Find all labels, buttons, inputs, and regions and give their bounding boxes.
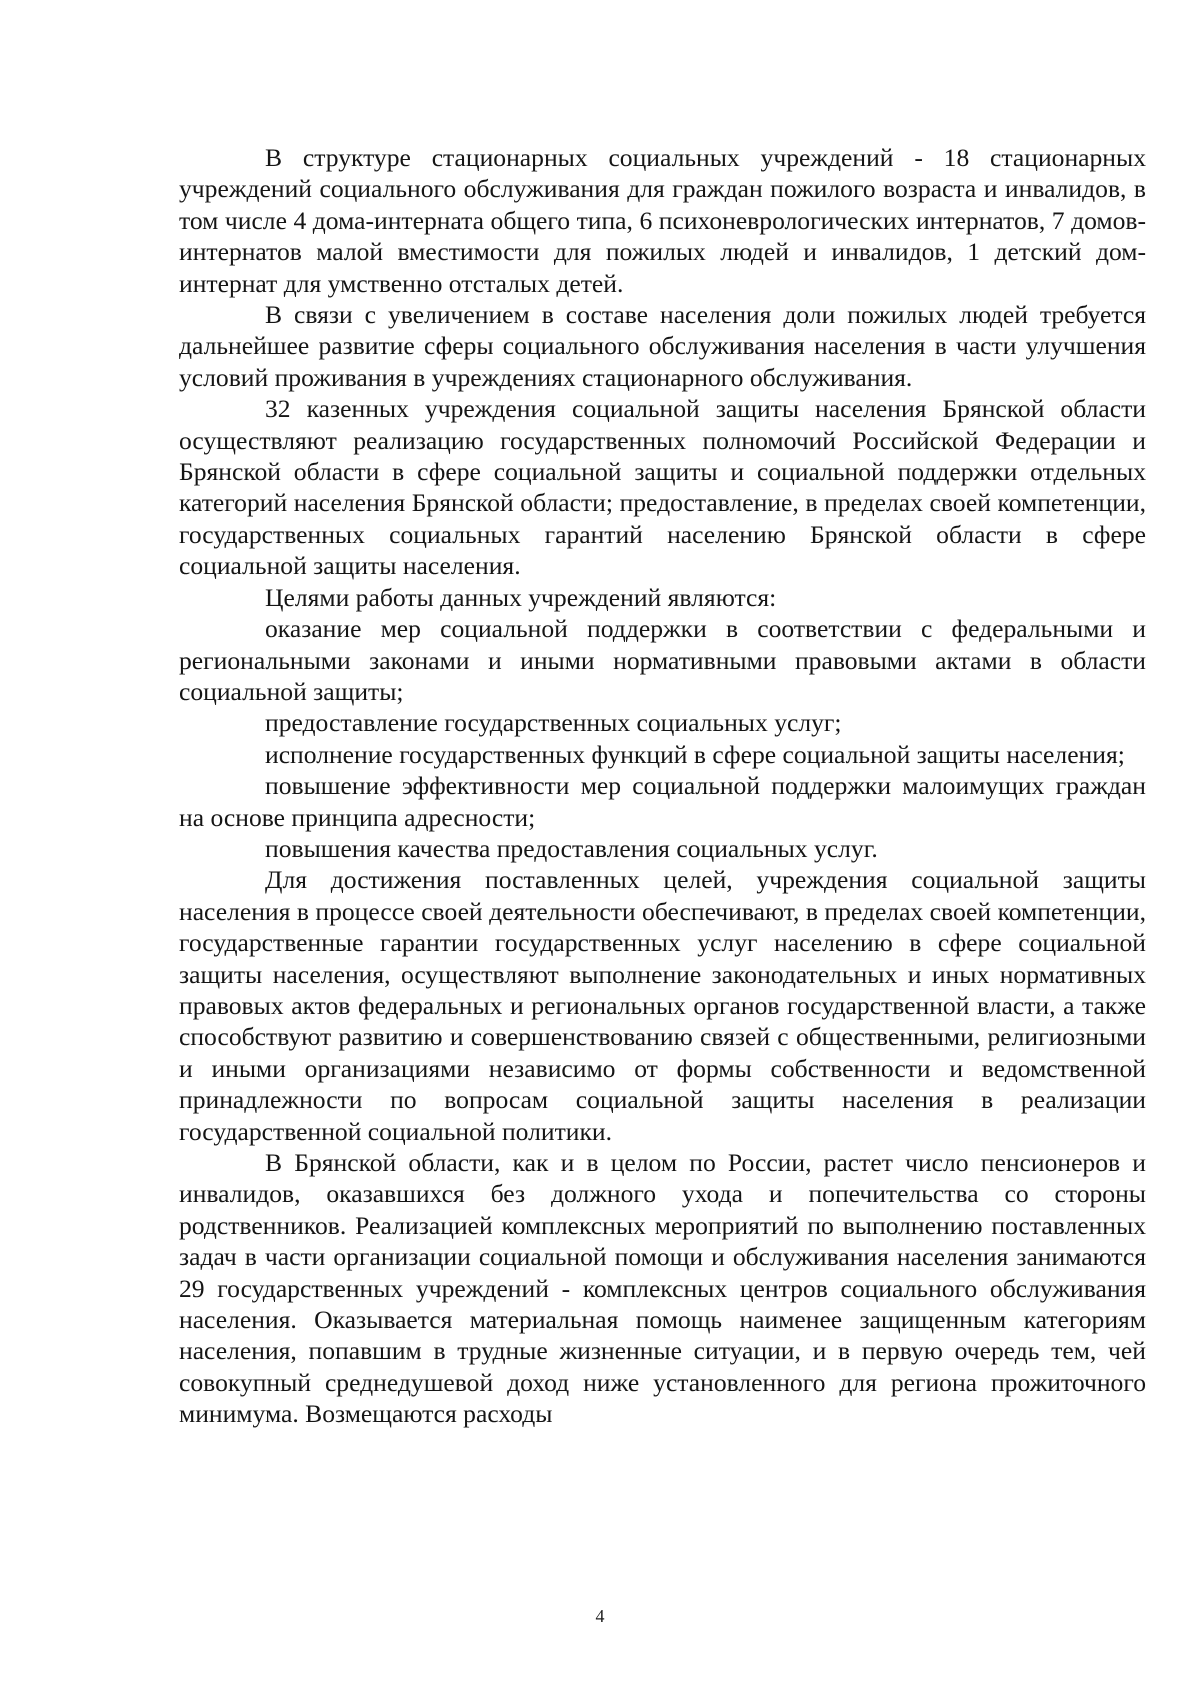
paragraph-goal-quality: повышения качества предоставления социальных услуг. [265,833,878,863]
paragraph-inpatient-institutions: В структуре стационарных социальных учреждений - 18 стационарных учреждений социального обслуживания для граждан пожилого возраста и инвалидов, в том числе 4 дома-интерната общего типа, 6 психоневрологических интернатов, 7 домов-интернатов малой вместимости для пожилых людей и инвалидов, 1 детский дом-интернат для умственно отсталых детей. [179,143,1146,298]
paragraph-goals-intro: Целями работы данных учреждений являются: [265,582,777,612]
paragraph-state-institutions: 32 казенных учреждения социальной защиты населения Брянской области осуществляют реализацию государственных полномочий Российской Федерации и Брянской области в сфере социальной защиты и социальной поддержки отдельных категорий населения Брянской области; предоставление, в пределах своей компетенции, государственных социальных гарантий населению Брянской области в сфере социальной защиты населения. [179,394,1146,581]
paragraph-goal-efficiency: повышение эффективности мер социальной поддержки малоимущих граждан на основе принципа адресности; [179,771,1146,832]
paragraph-bryansk-region: В Брянской области, как и в целом по России, растет число пенсионеров и инвалидов, оказавшихся без должного ухода и попечительства со стороны родственников. Реализацией комплексных мероприятий по выполнению поставленных задач в части организации социальной помощи и обслуживания населения занимаются 29 государственных учреждений - комплексных центров социального обслуживания населения. Оказывается материальная помощь наименее защищенным категориям населения, попавшим в трудные жизненные ситуации, и в первую очередь тем, чей совокупный среднедушевой доход ниже установленного для региона прожиточного минимума. Возмещаются расходы [179,1148,1146,1429]
paragraph-goal-support-measures: оказание мер социальной поддержки в соответствии с федеральными и региональными законами и иными нормативными правовыми актами в области социальной защиты; [179,614,1146,706]
paragraph-goal-state-services: предоставление государственных социальных услуг; [265,708,842,738]
body-text [179,142,1146,1430]
paragraph-achieving-goals: Для достижения поставленных целей, учреждения социальной защиты населения в процессе своей деятельности обеспечивают, в пределах своей компетенции, государственные гарантии государственных услуг населению в сфере социальной защиты населения, осуществляют выполнение законодательных и иных нормативных правовых актов федеральных и региональных органов государственной власти, а также способствуют развитию и совершенствованию связей с общественными, религиозными и иными организациями независимо от формы собственности и ведомственной принадлежности по вопросам социальной защиты населения в реализации государственной социальной политики. [179,865,1146,1146]
paragraph-goal-state-functions: исполнение государственных функций в сфере социальной защиты населения; [265,739,1125,769]
page-number: 4 [595,1606,605,1626]
paragraph-elderly-share: В связи с увеличением в составе населения доли пожилых людей требуется дальнейшее развитие сферы социального обслуживания населения в части улучшения условий проживания в учреждениях стационарного обслуживания. [179,300,1146,392]
